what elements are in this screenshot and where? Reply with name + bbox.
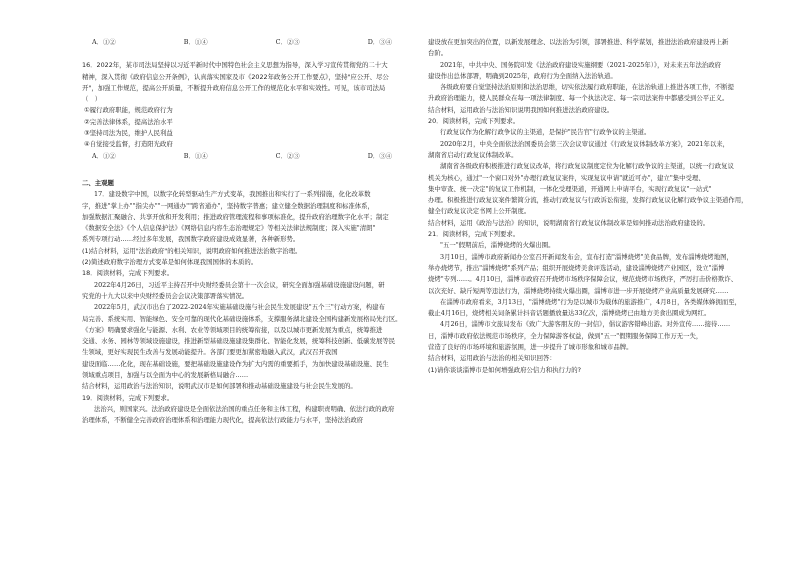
option-c: C．②③ (275, 38, 300, 46)
q21-task: 结合材料，运用政治与法治的相关知识回答： (428, 354, 556, 363)
q20-para-5: 集中审查、统一决定"的复议工作机制，一体化受理渠道，开通网上申请平台，实现行政复议"一站式" (428, 184, 712, 193)
q21-para-9: 营造了良好的市场环境和旅游氛围，进一步提升了城市形象和城市品牌。 (428, 343, 633, 352)
q20-para-7: 健全行政复议决定书网上公开制度。 (428, 207, 531, 216)
q21-para-6: 截止4月16日，烧烤相关词条累计抖音话题播放量达33亿次，淄博烧烤已由地方美食出圈成为网红。 (428, 309, 711, 318)
q17-sub-2: (2)简述政府数字治理方式变革是如何体现我国国体的本质的。 (82, 258, 258, 267)
q16-options (82, 151, 422, 162)
q17-line-3: 加强数据汇聚融合、共享开放和开发利用；推进政府管理流程和事项标准化，提升政府治理数字化水平；制定 (82, 212, 389, 221)
r-top-1: 建设放在更加突出的位置，以新发展理念、以法治为引领，部署推进、科学谋划，推进法治政府建设再上新 (428, 38, 729, 46)
q21-para-8: 日，淄博市政府依法规范市场秩序，全力保障游客权益，做到"五一"假期服务保障工作万无一失， (428, 331, 703, 340)
r-gov-2: 升政府治理能力，使人民群众在每一项法律制度、每一个执法决定、每一宗司法案件中都感受到公平正义。 (428, 94, 729, 103)
q18-para-1: 2022年4月26日，习近平主持召开中央财经委员会第十一次会议，研究全面加强基础设施建设问题，研 (94, 280, 385, 289)
option-b: B．①④ (183, 38, 208, 46)
q16-item-2: ②完善法律体系，提高法治水平 (84, 117, 173, 126)
q17-line-1: 17．建设数字中国，以数字化转型驱动生产方式变革，我国推出和实行了一系列措施，化化改革数 (94, 190, 371, 199)
q16-item-3: ③坚持司法为民，维护人民利益 (84, 129, 173, 138)
q18-head: 18．阅读材料，完成下列要求。 (82, 269, 174, 278)
option-a: A．①② (92, 38, 116, 46)
q19-para-1: 法治兴，则国家兴。法治政府建设是全面依法治国的重点任务和主体工程，构建职责明确、依法行政的政府 (94, 404, 395, 413)
right-column (428, 0, 768, 562)
q21-para-4: 以次充好、缺斤短两等违法行为，淄博烧烤持续火爆出圈，淄博市进一步开展烧烤产业高质量发展研究…… (428, 286, 729, 295)
q19-task: 结合材料，运用政治与法治知识说明我国如何推进法治政府建设。 (428, 105, 614, 114)
q19-para-2: 治理体系，不断健全完善政府治理体系和治理能力现代化，提高依法行政能力与水平，坚持法治政府 (82, 416, 364, 425)
q21-quote: "五一"假期前后，淄博烧烤的火爆出圈。 (440, 241, 555, 250)
q18-para-6: 交通、水务、园林等领域设施建设，推进新型基础设施建设集群化、智能化发展，统筹科技创新、低碳发展等民 (82, 337, 396, 346)
q18-para-3: 2022年5月，武汉市出台了2022-2024年实施基础设施与社会民生发展建设"五个三"行动方案，构建布 (94, 303, 385, 312)
q18-para-5: 《方案》明确要求强化与能源、水利、农业等领域项目的统筹衔接，以及以城市更新发展为重点，统筹推进 (82, 325, 383, 334)
left-column (82, 0, 422, 562)
q18-para-4: 局完善、系统实用、智能绿色、安全可靠的现代化基础设施体系，支撑服务湖北建设全国构建新发展格局先行区。 (82, 314, 402, 323)
r-2021-2: 建设作出总体部署，明确到2025年，政府行为全面纳入法治轨道。 (428, 71, 617, 80)
q20-para-3: 湖南省各级政府积极推进行政复议改革，将行政复议制度定位为化解行政争议的主渠道，以统一行政复议 (440, 162, 734, 171)
q17-line-2: 字，推进"掌上办""指尖办""一网通办""跨省通办"，坚持数字普惠；建立健全数据治理制度和标准体系， (82, 201, 374, 210)
q21-para-7: 4月26日，淄博市文旅局发布《致广大游客朋友的一封信》，倡议游客错峰出游。对外宣传……接待…… (440, 320, 731, 329)
q20-para-2: 湖南省启动行政复议体制改革。 (428, 150, 518, 159)
q18-task: 结合材料，运用政治与法治知识，说明武汉市是如何部署和推动基础设施建设与社会民生发展的。 (82, 382, 357, 391)
r-gov-1: 各级政府要自觉坚持法治原则和法治思维，切实依法履行政府职能，在法治轨道上推进各项工作，不断提 (440, 83, 734, 92)
q16-item-1: ①履行政府职能，规范政府行为 (84, 106, 173, 115)
q20-head: 20．阅读材料，完成下列要求。 (428, 117, 520, 126)
top-options (82, 37, 422, 48)
q16-option-b: B．①④ (183, 151, 208, 160)
q18-para-8: 建设面临……化化，现在基础设施，要把基础设施建设作为扩大内需的重要抓手，为加快建设基础设施、民生 (82, 359, 389, 368)
q21-sub-1: (1)请你谈谈淄博市是如何增强政府公信力和执行力的? (428, 365, 582, 374)
q21-para-5: 在淄博市政府看来，3月13日，"淄博烧烤"行为是以城市为载体的旅游推广，4月8日，各类媒体蜂拥而至， (440, 297, 742, 306)
q16-option-a: A．①② (92, 151, 116, 160)
q16-item-4: ④自觉接受监督，打造阳光政府 (84, 140, 173, 149)
q20-task: 结合材料，运用《政治与法治》的知识，说明湖南省行政复议体制改革是如何推动法治政府建设的。 (428, 218, 710, 227)
q20-para-1: 2020年2月，中央全面依法治国委员会第三次会议审议通过《行政复议体制改革方案》，2021年以来， (440, 139, 730, 148)
q18-para-9: 领域重点项目，加强与以全面为中心的发展新格局融合…… (82, 371, 249, 380)
q21-head: 21．阅读材料，完成下列要求。 (428, 230, 520, 239)
q18-para-7: 生领域，更好实现民生改善与发展动能提升。各部门要更加紧密地融入武汉，武汉召开我国 (82, 348, 338, 357)
r-top-2: 台阶。 (428, 49, 448, 58)
q17-line-5: 系列专项行动……经过多年发展，我国数字政府建设成效显著，各种新形势。 (82, 235, 300, 244)
q20-para-6: 办理。积极推进行政复议案件繁简分流，推动行政复议与行政诉讼衔接，发挥行政复议化解行政争议主渠道作用， (428, 196, 748, 205)
q18-para-2: 究党的十九大以来中央财经委员会会议决策部署落实情况。 (82, 291, 249, 300)
q17-line-4: 《数据安全法》《个人信息保护法》《网络信息内容生态治理规定》等相关法律法规制度；深入实施"清朗" (82, 224, 376, 233)
q19-head: 19．阅读材料，完成下列要求。 (82, 393, 174, 402)
q16-line-2: 精神，深入贯彻《政府信息公开条例》，认真落实国家及市《2022年政务公开工作要点》，坚持"应公开、尽公 (82, 72, 389, 81)
section-title: 二、主观题 (82, 178, 114, 187)
q20-quote: 行政复议作为化解行政争议的主渠道，是保护"民告官"行政争议的主渠道。 (440, 128, 651, 137)
q21-para-2: 举办烧烤节，推出"淄博烧烤"系列产品；组织开展烧烤美食评选活动，建设淄博烧烤产业园区，设立"淄博 (428, 263, 725, 272)
q17-sub-1: (1)结合材料，运用"法治政府"的相关知识，说明政府如何推进法治数字治理。 (82, 246, 302, 255)
option-d: D．③④ (367, 38, 392, 46)
q16-option-c: C．②③ (275, 151, 300, 160)
q21-para-3: 烧烤"专列……。4月10日，淄博市政府召开烧烤市场秩序保障会议，规范烧烤市场秩序，严厉打击价格欺诈、 (428, 275, 738, 284)
r-2021-1: 2021年，中共中央、国务院印发《法治政府建设实施纲要（2021-2025年）》，对未来五年法治政府 (440, 60, 722, 69)
q16-line-3: 开"，加强工作规范，提高公开质量，不断提升政府信息公开工作的规范化水平和实效性。可见，该市司法局 (82, 83, 386, 92)
q16-line-1: 16．2022年，某市司法局坚持以习近平新时代中国特色社会主义思想为指导，深入学习宣传贯彻党的二十大 (82, 61, 388, 70)
q16-option-d: D．③④ (367, 151, 392, 160)
q21-para-1: 3月10日，淄博市政府新闻办公室召开新闻发布会，宣布打造"淄博烧烤"美食品牌，发布淄博烧烤地图， (440, 252, 733, 261)
q20-para-4: 机关为核心，通过"一个窗口对外"办理行政复议案件，实现复议申请"就近可办"，建立"集中受理、 (428, 173, 705, 182)
q16-paren: （ ） (82, 95, 102, 104)
